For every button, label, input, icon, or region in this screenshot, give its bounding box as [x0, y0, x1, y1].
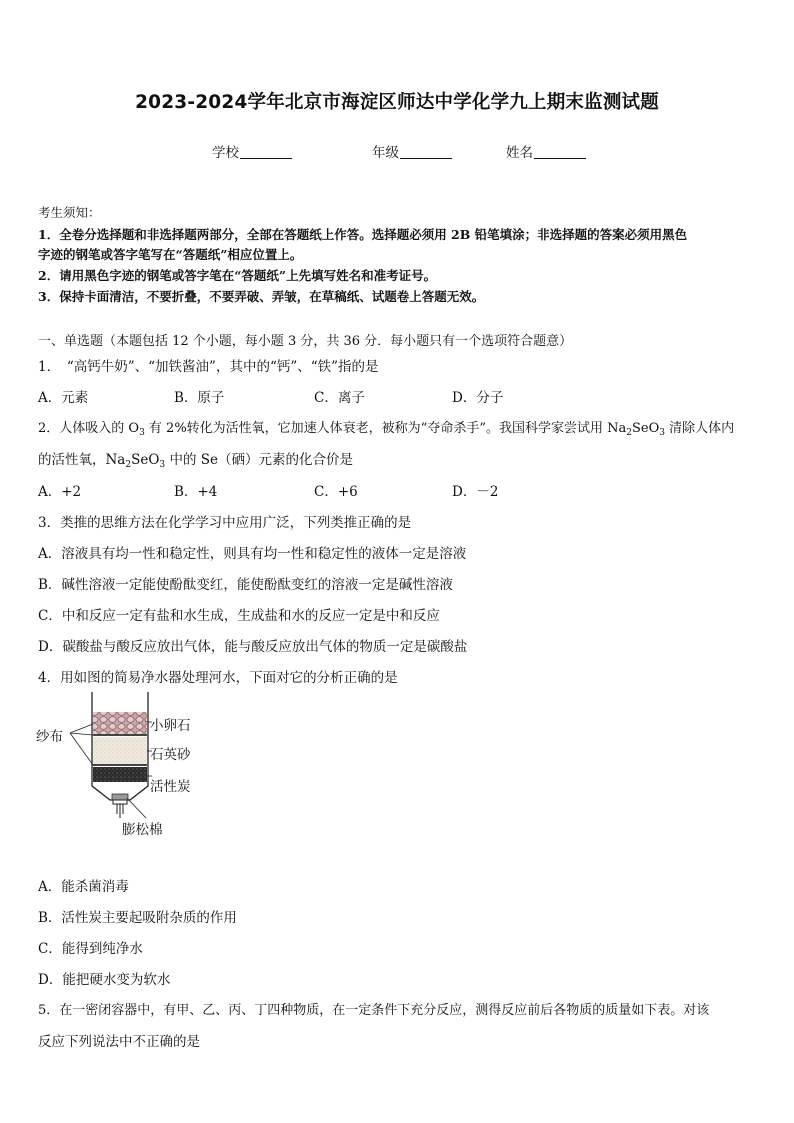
q3-option-a: A．溶液具有均一性和稳定性，则具有均一性和稳定性的液体一定是溶液	[38, 546, 467, 562]
q4-stem: 4．用如图的简易净水器处理河水，下面对它的分析正确的是	[38, 670, 398, 686]
q3-option-b: B．碱性溶液一定能使酚酞变红，能使酚酞变红的溶液一定是碱性溶液	[38, 577, 453, 593]
q1-option-a: A．元素	[38, 390, 89, 406]
water-purifier-diagram	[36, 688, 216, 838]
section-heading: 一、单选题（本题包括 12 个小题，每小题 3 分，共 36 分．每小题只有一个选项符合题意）	[38, 334, 573, 349]
q2-stem-line2: 的活性氧，$Na_2SeO_3$ 中的 Se（硒）元素的化合价是	[38, 452, 353, 470]
name-field	[506, 141, 586, 161]
q2-stem-line1: 2．人体吸入的 $O_3$ 有 2%转化为活性氧，它加速人体衰老，被称为“夺命杀手”。我国科学家尝试用 $Na_2SeO_3$ 清除人体内	[38, 421, 735, 438]
cotton-plug	[112, 794, 128, 800]
q4-option-a: A．能杀菌消毒	[38, 879, 129, 895]
stopper	[113, 800, 127, 804]
school-field	[212, 141, 292, 161]
grade-blank	[400, 144, 452, 159]
q1-option-d: D．分子	[452, 390, 504, 406]
q5-stem-line2: 反应下列说法中不正确的是	[38, 1034, 200, 1050]
q1-stem: 1． “高钙牛奶”、“加铁酱油”，其中的“钙”、“铁”指的是	[38, 359, 379, 375]
pebble-layer	[93, 712, 147, 734]
label-gauze: 纱布	[36, 729, 63, 745]
water-purifier-illustration	[36, 688, 216, 838]
school-blank	[240, 144, 292, 159]
q3-stem: 3．类推的思维方法在化学学习中应用广泛，下列类推正确的是	[38, 515, 412, 531]
gauze-pointer-3	[70, 733, 93, 765]
q5-stem-line1: 5．在一密闭容器中，有甲、乙、丙、丁四种物质，在一定条件下充分反应，测得反应前后各物质的质量如下表。对该	[38, 1003, 710, 1018]
page-title: 2023-2024学年北京市海淀区师达中学化学九上期末监测试题	[135, 92, 659, 113]
notice-item-1a: 1．全卷分选择题和非选择题两部分，全部在答题纸上作答。选择题必须用 2B 铅笔填涂；非选择题的答案必须用黑色	[38, 227, 688, 242]
name-label: 姓名	[506, 145, 533, 161]
sand-layer	[93, 737, 147, 764]
q2-option-a: A．+2	[38, 484, 82, 500]
header-fields	[0, 141, 794, 161]
q4-option-d: D．能把硬水变为软水	[38, 972, 171, 988]
name-blank	[534, 144, 586, 159]
label-carbon: 活性炭	[150, 779, 191, 795]
cotton-pointer	[127, 798, 146, 818]
q2-option-b: B．+4	[174, 484, 218, 500]
q4-option-b: B．活性炭主要起吸附杂质的作用	[38, 910, 237, 926]
grade-label: 年级	[372, 145, 399, 161]
gauze-pointer-1	[70, 724, 93, 733]
q3-option-c: C．中和反应一定有盐和水生成，生成盐和水的反应一定是中和反应	[38, 608, 440, 624]
q1-option-c: C．离子	[314, 390, 365, 406]
notice-item-3: 3．保持卡面清洁，不要折叠，不要弄破、弄皱，在草稿纸、试题卷上答题无效。	[38, 289, 485, 304]
gauze-pointer-2	[70, 733, 93, 735]
q3-option-d: D．碳酸盐与酸反应放出气体，能与酸反应放出气体的物质一定是碳酸盐	[38, 639, 468, 655]
q4-option-c: C．能得到纯净水	[38, 941, 143, 957]
label-cotton: 膨松棉	[122, 822, 163, 838]
notice-item-2: 2．请用黑色字迹的钢笔或答字笔在“答题纸”上先填写姓名和准考证号。	[38, 268, 437, 283]
label-pebbles: 小卵石	[150, 718, 191, 734]
q2-option-c: C．+6	[314, 484, 358, 500]
q2-option-d: D．－2	[452, 484, 499, 500]
grade-field	[372, 141, 452, 161]
carbon-layer	[93, 767, 147, 782]
label-sand: 石英砂	[150, 747, 191, 763]
notice-item-1b: 字迹的钢笔或答字笔写在“答题纸”相应位置上。	[38, 247, 303, 262]
school-label: 学校	[212, 145, 239, 161]
q1-option-b: B．原子	[174, 390, 225, 406]
notice-heading: 考生须知：	[38, 205, 101, 220]
